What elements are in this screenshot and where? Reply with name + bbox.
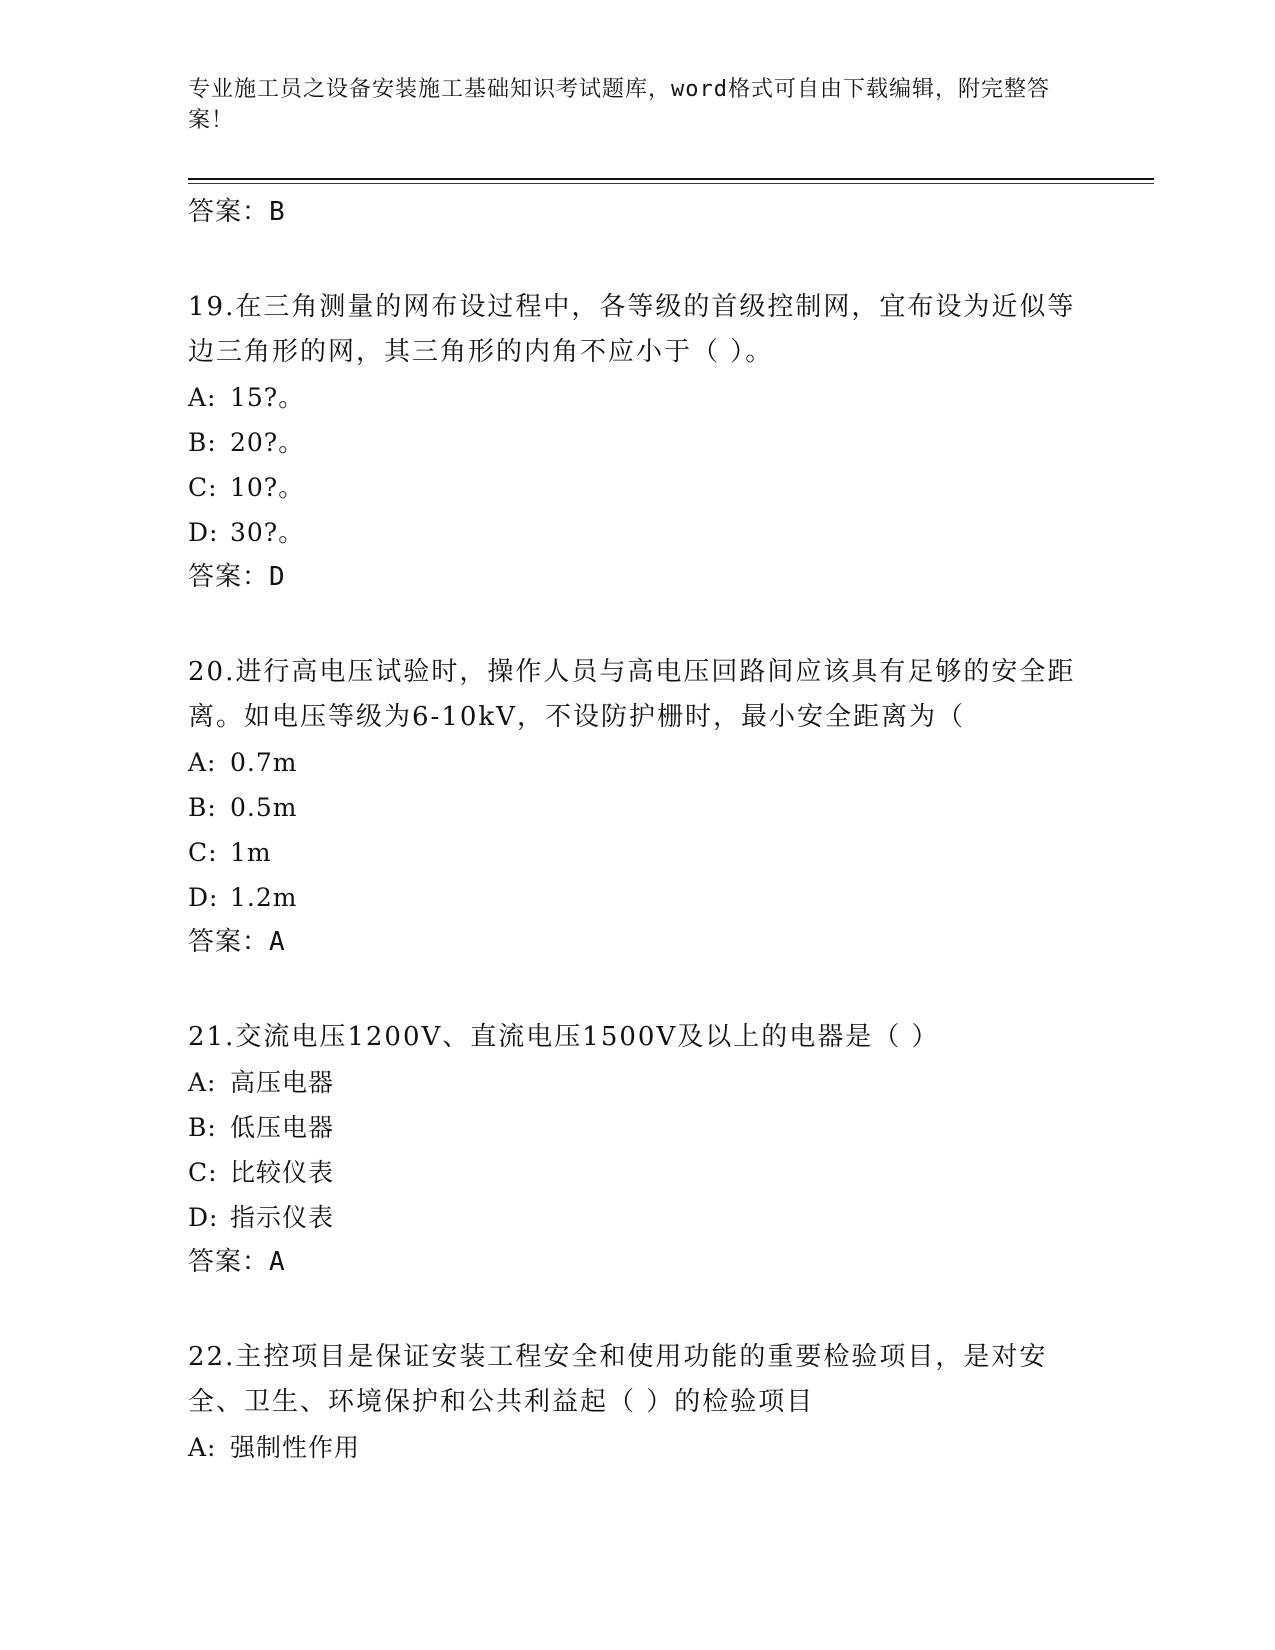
option-key: A:: [188, 383, 217, 412]
option-key: C:: [188, 838, 218, 867]
option-key: B:: [188, 1113, 217, 1142]
option-c: [188, 465, 1088, 510]
option-key: A:: [188, 748, 217, 777]
question-stem: 22.主控项目是保证安装工程安全和使用功能的重要检验项目，是对安全、卫生、环境保护和公共利益起（ ）的检验项目: [188, 1342, 1048, 1417]
option-a: [188, 740, 1088, 785]
answer-line: 答案：A: [188, 927, 286, 957]
option-text: 1.2m: [230, 883, 298, 912]
option-a: [188, 1060, 1088, 1105]
option-a: [188, 1425, 1088, 1470]
option-d: [188, 1195, 1088, 1240]
question-stem: 19.在三角测量的网布设过程中，各等级的首级控制网，宜布设为近似等边三角形的网，其三角形的内角不应小于（ ）。: [188, 292, 1076, 367]
question-stem: 20.进行高电压试验时，操作人员与高电压回路间应该具有足够的安全距离。如电压等级为6-10kV，不设防护栅时，最小安全距离为（: [188, 657, 1076, 732]
option-text: 1m: [230, 838, 272, 867]
answer-line: 答案：D: [188, 562, 286, 592]
option-key: B:: [188, 428, 217, 457]
question-item: [188, 1335, 1088, 1470]
option-text: 10?。: [230, 473, 305, 502]
option-key: A:: [188, 1068, 217, 1097]
answer-line: 答案：B: [188, 197, 286, 227]
option-key: D:: [188, 1203, 219, 1232]
option-key: D:: [188, 518, 219, 547]
page-header: 专业施工员之设备安装施工基础知识考试题库，word格式可自由下载编辑，附完整答案！: [188, 77, 1050, 133]
option-key: A:: [188, 1433, 217, 1462]
option-text: 比较仪表: [230, 1158, 335, 1187]
option-key: D:: [188, 883, 219, 912]
option-key: C:: [188, 473, 218, 502]
option-text: 0.7m: [230, 748, 298, 777]
option-c: [188, 830, 1088, 875]
option-key: C:: [188, 1158, 218, 1187]
option-a: [188, 375, 1088, 420]
option-text: 30?。: [230, 518, 305, 547]
option-b: [188, 785, 1088, 830]
option-text: 低压电器: [230, 1113, 335, 1142]
question-list: [188, 190, 1088, 1470]
answer-line: 答案：A: [188, 1247, 286, 1277]
option-key: B:: [188, 793, 217, 822]
header-divider-thin: [188, 183, 1154, 184]
question-item: [188, 1015, 1088, 1285]
question-stem: 21.交流电压1200V、直流电压1500V及以上的电器是（ ）: [188, 1022, 940, 1052]
option-text: 0.5m: [230, 793, 298, 822]
option-c: [188, 1150, 1088, 1195]
option-d: [188, 510, 1088, 555]
option-text: 指示仪表: [230, 1203, 335, 1232]
option-b: [188, 1105, 1088, 1150]
option-b: [188, 420, 1088, 465]
question-item: [188, 285, 1088, 600]
option-text: 15?。: [230, 383, 305, 412]
option-d: [188, 875, 1088, 920]
option-text: 强制性作用: [230, 1433, 361, 1462]
option-text: 高压电器: [230, 1068, 335, 1097]
option-text: 20?。: [230, 428, 305, 457]
header-divider: [188, 178, 1154, 180]
question-item: [188, 650, 1088, 965]
